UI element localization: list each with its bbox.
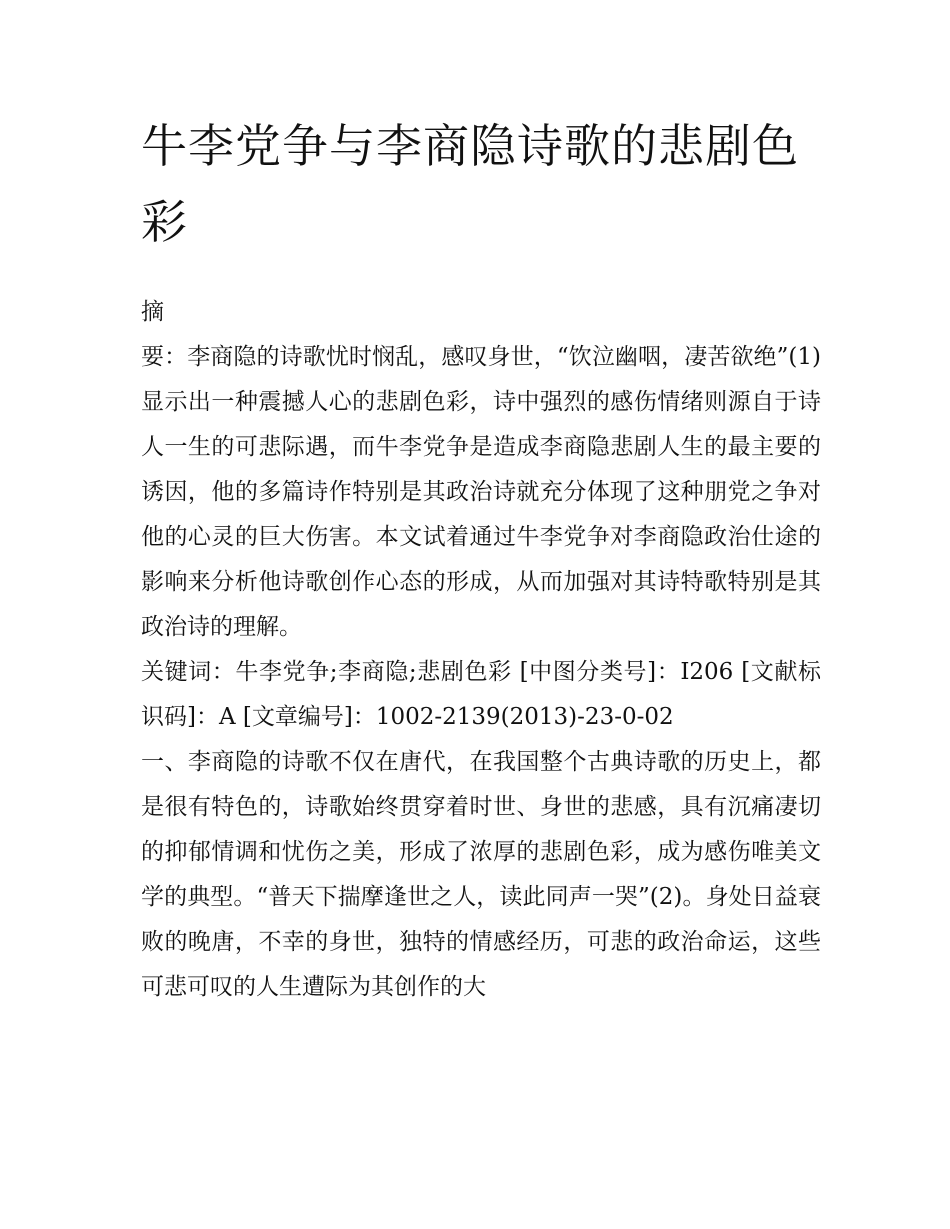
keywords-paragraph: 关键词：牛李党争;李商隐;悲剧色彩 [中图分类号]：I206 [文献标识码]：A [文章编号]：1002-2139(2013)-23-0-02 [141, 659, 821, 730]
section-1-paragraph: 一、李商隐的诗歌不仅在唐代，在我国整个古典诗歌的历史上，都是很有特色的，诗歌始终贯穿着时世、身世的悲感，具有沉痛凄切的抑郁情调和忧伤之美，形成了浓厚的悲剧色彩，成为感伤唯美文学的典型。“普天下揣摩逢世之人，读此同声一哭”(2)。身处日益衰败的晚唐，不幸的身世，独特的情感经历，可悲的政治命运，这些可悲可叹的人生遭际为其创作的大 [141, 749, 821, 1000]
document-title: 牛李党争与李商隐诗歌的悲剧色彩 [141, 119, 799, 249]
abstract-label: 摘 [141, 299, 164, 325]
document-body [141, 108, 821, 1010]
abstract-paragraph: 要：李商隐的诗歌忧时悯乱，感叹身世，“饮泣幽咽，凄苦欲绝”(1)显示出一种震撼人心的悲剧色彩，诗中强烈的感伤情绪则源自于诗人一生的可悲际遇，而牛李党争是造成李商隐悲剧人生的最主要的诱因，他的多篇诗作特别是其政治诗就充分体现了这种朋党之争对他的心灵的巨大伤害。本文试着通过牛李党争对李商隐政治仕途的影响来分析他诗歌创作心态的形成，从而加强对其诗特歌特别是其政治诗的理解。 [141, 344, 821, 640]
